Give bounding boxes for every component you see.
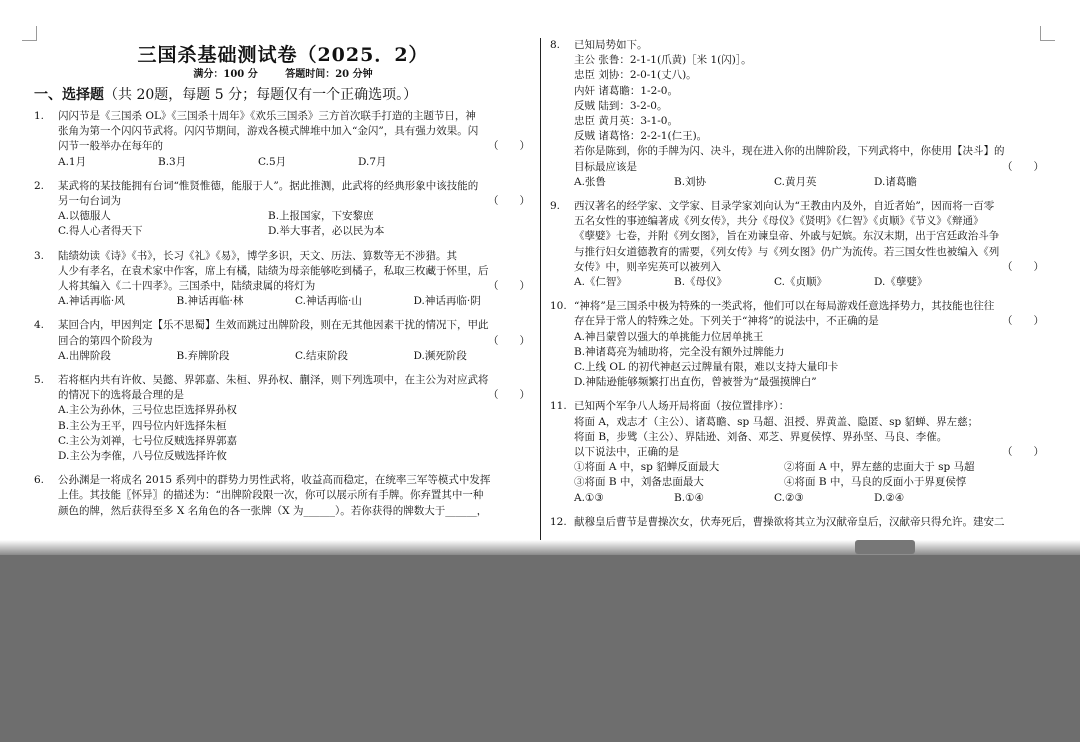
question <box>34 109 532 170</box>
section-heading <box>34 85 532 105</box>
answer-option: A.张鲁 <box>574 175 606 188</box>
question-line: 西汉著名的经学家、文学家、目录学家刘向认为“王教由内及外，自近者始”，因而将一百零 <box>574 200 995 213</box>
corner-mark-left <box>22 26 37 41</box>
question-last-line <box>574 160 1046 175</box>
question-number: 2. <box>34 179 45 192</box>
document-background <box>0 555 1080 742</box>
answer-option: ①将面 A 中，sp 貂蝉反面最大 <box>574 461 720 474</box>
question-line: 张角为第一个闪闪节武将。闪闪节期间，游戏各模式牌堆中加入“金闪”，具有强力效果。闪 <box>58 125 479 138</box>
question-number: 3. <box>34 249 45 262</box>
question-number: 10. <box>550 300 567 313</box>
answer-option: C.神话再临·山 <box>295 295 362 308</box>
answer-time: 答题时间：20 分钟 <box>285 69 373 80</box>
answer-bracket: （ ） <box>488 389 530 402</box>
question <box>34 249 532 310</box>
question-line: 某武将的某技能拥有台词“惟贤惟德，能服于人”。据此推测，此武将的经典形象中该技能的 <box>58 179 479 192</box>
question-line: 目标最应该是 <box>574 160 637 173</box>
question <box>34 473 532 519</box>
question-line: 忠臣 刘协：2-0-1(丈八)。 <box>574 69 697 82</box>
full-score: 满分：100 分 <box>193 69 258 80</box>
question-line: 主公 张鲁：2-1-1(爪黄)［米 1(闪)］。 <box>574 54 752 67</box>
question-body <box>574 38 1046 190</box>
answer-bracket: （ ） <box>488 280 530 293</box>
question-body <box>574 199 1046 290</box>
question-line: 回合的第四个阶段为 <box>58 334 153 347</box>
page-smudge <box>855 540 915 554</box>
option-row <box>58 209 532 224</box>
option-row <box>574 475 1046 490</box>
question-last-line <box>574 445 1046 460</box>
question-number: 9. <box>550 200 561 213</box>
answer-option: A.以德服人 <box>58 210 111 223</box>
answer-option: A.神吕蒙曾以强大的单挑能力位居单挑王 <box>574 330 764 343</box>
answer-option: B.主公为王平，四号位内奸选择朱桓 <box>58 419 227 432</box>
question-number: 12. <box>550 515 567 528</box>
question-body <box>574 515 1046 530</box>
left-question-list <box>34 109 532 519</box>
question-body <box>58 109 532 170</box>
question-body <box>574 299 1046 390</box>
answer-option: C.结束阶段 <box>295 349 348 362</box>
option-row <box>574 460 1046 475</box>
question-line: 人少有孝名，在袁术家中作客，席上有橘，陆绩为母亲能够吃到橘子，私取三枚藏于怀里，后 <box>58 264 489 277</box>
answer-option: B.①④ <box>674 491 704 504</box>
answer-option: A.出牌阶段 <box>58 349 111 362</box>
option-row <box>58 155 532 170</box>
question-number: 4. <box>34 319 45 332</box>
question-line: 颜色的牌，然后获得至多 X 名角色的各一张牌（X 为______）。若你获得的牌数大于______， <box>58 504 488 517</box>
question-line: 以下说法中，正确的是 <box>574 446 679 459</box>
answer-bracket: （ ） <box>1002 160 1044 173</box>
answer-option: ②将面 A 中，界左慈的忠面大于 sp 马超 <box>784 461 975 474</box>
answer-bracket: （ ） <box>488 334 530 347</box>
question <box>550 299 1046 390</box>
question <box>550 399 1046 505</box>
question <box>34 373 532 464</box>
question-line: 若你是陈到，你的手牌为闪、决斗，现在进入你的出牌阶段，下列武将中，你使用【决斗】的 <box>574 145 1005 158</box>
answer-option: B.刘协 <box>674 175 707 188</box>
answer-option: C.黄月英 <box>774 175 817 188</box>
page-title: 三国杀基础测试卷（2025．2） <box>137 44 429 66</box>
question-line: 反贼 陆到：3-2-0。 <box>574 99 668 112</box>
question-line: 的情况下的选将最合理的是 <box>58 389 184 402</box>
question-line: 人将其编入《二十四孝》。三国杀中，陆绩隶属的将灯为 <box>58 280 316 293</box>
section-label: 一、选择题 <box>34 87 104 103</box>
question <box>34 179 532 240</box>
question-line: 女传》中，则辛宪英可以被列入 <box>574 260 721 273</box>
question-line: 已知两个军争八人场开局将面（按位置排序）： <box>574 400 790 413</box>
page-fade <box>0 540 1080 555</box>
question-line: 将面 B，步骘（主公）、界陆逊、刘备、邓芝、界夏侯惇、界孙坚、马良、李傕。 <box>574 430 948 443</box>
answer-option: A.主公为孙休，三号位忠臣选择界孙权 <box>58 404 237 417</box>
answer-bracket: （ ） <box>488 140 530 153</box>
answer-option: A.①③ <box>574 491 604 504</box>
question-line: 内奸 诸葛瞻：1-2-0。 <box>574 84 678 97</box>
question-last-line <box>574 260 1046 275</box>
question <box>550 515 1046 530</box>
question-number: 1. <box>34 110 45 122</box>
option-row <box>574 175 1046 190</box>
answer-option: ③将面 B 中，刘备忠面最大 <box>574 476 704 489</box>
answer-option: D.神陆逊能够频繁打出直伤，曾被誉为“最强摸牌白” <box>574 376 817 389</box>
exam-meta <box>34 68 532 82</box>
question <box>550 199 1046 290</box>
question-body <box>58 179 532 240</box>
right-question-list <box>550 38 1046 530</box>
question-last-line <box>58 279 532 294</box>
question-line: 献穆皇后曹节是曹操次女，伏寿死后，曹操欲将其立为汉献帝皇后，汉献帝只得允许。建安二 <box>574 515 1005 528</box>
question-body <box>58 318 532 364</box>
question-line: 公孙渊是一将成名 2015 系列中的群势力男性武将，收益高而稳定，在统率三军等模式中发挥 <box>58 474 491 487</box>
section-desc: （共 20题，每题 5 分；每题仅有一个正确选项。） <box>104 87 418 103</box>
question-number: 5. <box>34 374 45 387</box>
column-divider <box>540 38 541 555</box>
answer-option: C.②③ <box>774 491 804 504</box>
question-last-line <box>58 139 532 154</box>
answer-option: D.②④ <box>874 491 905 504</box>
answer-option: A.1月 <box>58 155 87 168</box>
answer-option: B.3月 <box>158 155 187 168</box>
question-number: 8. <box>550 39 561 51</box>
right-column <box>550 38 1046 539</box>
question-line: 若将框内共有许攸、吴懿、界郭嘉、朱桓、界孙权、蒯泽，则下列选项中，在主公为对应武将 <box>58 374 489 387</box>
question-line: 反贼 诸葛恪：2-2-1(仁王)。 <box>574 130 708 143</box>
question-last-line <box>574 314 1046 329</box>
question-body <box>58 249 532 310</box>
answer-option: D.濒死阶段 <box>413 349 467 362</box>
answer-option: A.神话再临·风 <box>58 295 125 308</box>
question-line: 存在异于常人的特殊之处。下列关于“神将”的说法中，不正确的是 <box>574 315 879 328</box>
answer-option: B.神诸葛亮为辅助将，完全没有额外过牌能力 <box>574 345 785 358</box>
option-row <box>574 491 1046 506</box>
answer-option: C.5月 <box>258 155 287 168</box>
question-line: 忠臣 黄月英：3-1-0。 <box>574 115 678 128</box>
question-line: 与推行妇女道德教育的需要，《列女传》与《列女图》仍广为流传。若三国女性也被编入《列 <box>574 245 1000 258</box>
option-row <box>58 294 532 309</box>
answer-bracket: （ ） <box>488 195 530 208</box>
option-row <box>574 275 1046 290</box>
question-number: 11. <box>550 400 567 413</box>
question-line: 某回合内，甲因判定【乐不思蜀】生效而跳过出牌阶段，则在无其他因素干扰的情况下，甲此 <box>58 319 489 332</box>
question-number: 6. <box>34 474 45 487</box>
question-body <box>58 473 532 519</box>
answer-bracket: （ ） <box>1002 446 1044 459</box>
answer-bracket: （ ） <box>1002 315 1044 328</box>
answer-option: D.神话再临·阴 <box>413 295 481 308</box>
question-line: 另一句台词为 <box>58 195 121 208</box>
option-row <box>58 349 532 364</box>
question-last-line <box>58 334 532 349</box>
question-line: 上佳。其技能〖怀异〗的描述为：“出牌阶段限一次，你可以展示所有手牌。你弃置其中一种 <box>58 489 484 502</box>
question-line: 已知局势如下。 <box>574 39 648 51</box>
answer-bracket: （ ） <box>1002 260 1044 273</box>
question-line: “神将”是三国杀中极为特殊的一类武将，他们可以在每局游戏任意选择势力，其技能也往往 <box>574 300 995 313</box>
answer-option: ④将面 B 中，马良的反面小于界夏侯惇 <box>784 476 967 489</box>
answer-option: B.上报国家，下安黎庶 <box>268 210 374 223</box>
question-body <box>58 373 532 464</box>
option-row <box>58 224 532 239</box>
question-line: 闪闪节是《三国杀 OL》《三国杀十周年》《欢乐三国杀》三方首次联手打造的主题节日，神 <box>58 110 476 122</box>
question-line: 《孽嬖》七卷，并附《列女图》，旨在劝谏皇帝、外戚与妃嫔。东汉末期，出于宫廷政治斗争 <box>574 230 1000 243</box>
answer-option: D.主公为李傕，八号位反贼选择许攸 <box>58 450 227 463</box>
answer-option: C.《贞顺》 <box>774 276 827 289</box>
question <box>34 318 532 364</box>
question-line: 陆绩幼读《诗》《书》，长习《礼》《易》，博学多识，天文、历法、算数等无不涉猎。其 <box>58 249 457 262</box>
question-body <box>574 399 1046 505</box>
question-last-line <box>58 194 532 209</box>
question <box>550 38 1046 190</box>
question-line: 闪节一般举办在每年的 <box>58 140 163 153</box>
answer-option: B.神话再临·林 <box>176 295 244 308</box>
question-line: 将面 A，戏志才（主公）、诸葛瞻、sp 马超、沮授、界黄盖、隐匿、sp 貂蝉、界左慈； <box>574 415 979 428</box>
answer-option: A.《仁智》 <box>574 276 627 289</box>
question-line: 五名女性的事迹编著成《列女传》，共分《母仪》《贤明》《仁智》《贞顺》《节义》《辩通》 <box>574 215 984 228</box>
answer-option: D.诸葛瞻 <box>874 175 917 188</box>
answer-option: C.主公为刘禅，七号位反贼选择界郭嘉 <box>58 434 237 447</box>
answer-option: C.上线 OL 的初代神赵云过牌量有限，难以支持大量印卡 <box>574 361 839 374</box>
answer-option: D.《孽嬖》 <box>874 276 928 289</box>
left-column <box>34 40 532 528</box>
answer-option: B.弃牌阶段 <box>176 349 230 362</box>
answer-option: D.7月 <box>358 155 387 168</box>
answer-option: D.举大事者，必以民为本 <box>268 225 385 238</box>
answer-option: B.《母仪》 <box>674 276 728 289</box>
answer-option: C.得人心者得天下 <box>58 225 143 238</box>
question-last-line <box>58 388 532 403</box>
